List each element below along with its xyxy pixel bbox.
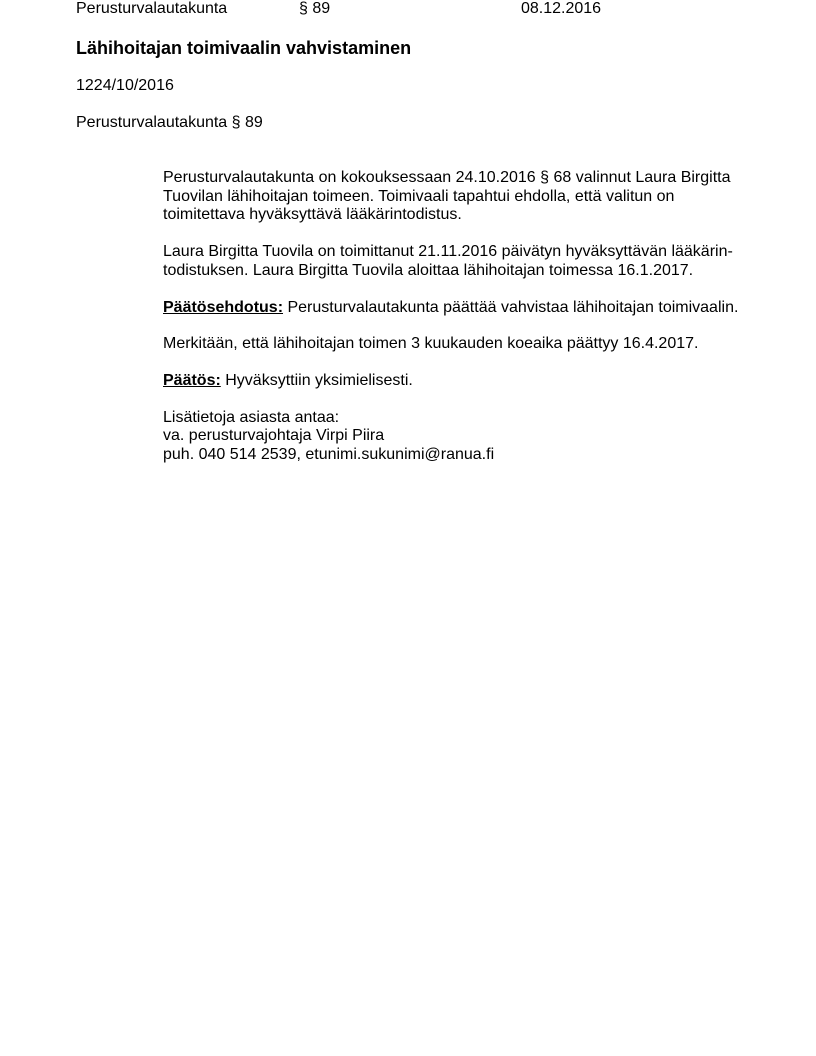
- header-committee: Perusturvalautakunta: [76, 0, 228, 17]
- text-line: Perusturvalautakunta on kokouksessaan 24.10.2016 § 68 valinnut Laura Birgitta: [163, 169, 731, 186]
- paragraph-decision: [163, 372, 763, 391]
- paragraph-certificate: [163, 243, 763, 280]
- proposal-label: Päätösehdotus:: [163, 298, 284, 316]
- paragraph-contact: [163, 409, 763, 465]
- text-line: va. perusturvajohtaja Virpi Piira: [163, 427, 385, 445]
- paragraph-note: [163, 335, 763, 354]
- decision-label: Päätös:: [163, 371, 221, 389]
- text-line: toimitettava hyväksyttävä lääkärintodistus.: [163, 206, 462, 224]
- proposal-line: [163, 299, 763, 318]
- document-title: Lähihoitajan toimivaalin vahvistaminen: [76, 38, 412, 58]
- paragraph-background: [163, 169, 763, 225]
- header-section: § 89: [299, 0, 331, 17]
- text-line: puh. 040 514 2539, etunimi.sukunimi@ranua.fi: [163, 446, 495, 464]
- case-number: 1224/10/2016: [76, 77, 174, 94]
- document-header: [76, 0, 676, 19]
- text-line: Merkitään, että lähihoitajan toimen 3 kuukauden koeaika päättyy 16.4.2017.: [163, 335, 699, 353]
- document-body: [163, 169, 763, 483]
- reference-line: Perusturvalautakunta § 89: [76, 114, 263, 131]
- text-line: Lisätietoja asiasta antaa:: [163, 408, 340, 426]
- paragraph-proposal: [163, 299, 763, 318]
- decision-text: Hyväksyttiin yksimielisesti.: [220, 371, 413, 389]
- proposal-text: Perusturvalautakunta päättää vahvistaa lähihoitajan toimivaalin.: [283, 298, 739, 316]
- text-line: Laura Birgitta Tuovila on toimittanut 21.11.2016 päivätyn hyväksyttävän lääkärin-: [163, 243, 733, 261]
- text-line: Tuovilan lähihoitajan toimeen. Toimivaali tapahtui ehdolla, että valitun on: [163, 187, 675, 205]
- header-date: 08.12.2016: [521, 0, 602, 17]
- text-line: todistuksen. Laura Birgitta Tuovila aloittaa lähihoitajan toimessa 16.1.2017.: [163, 261, 694, 279]
- decision-line: [163, 372, 763, 391]
